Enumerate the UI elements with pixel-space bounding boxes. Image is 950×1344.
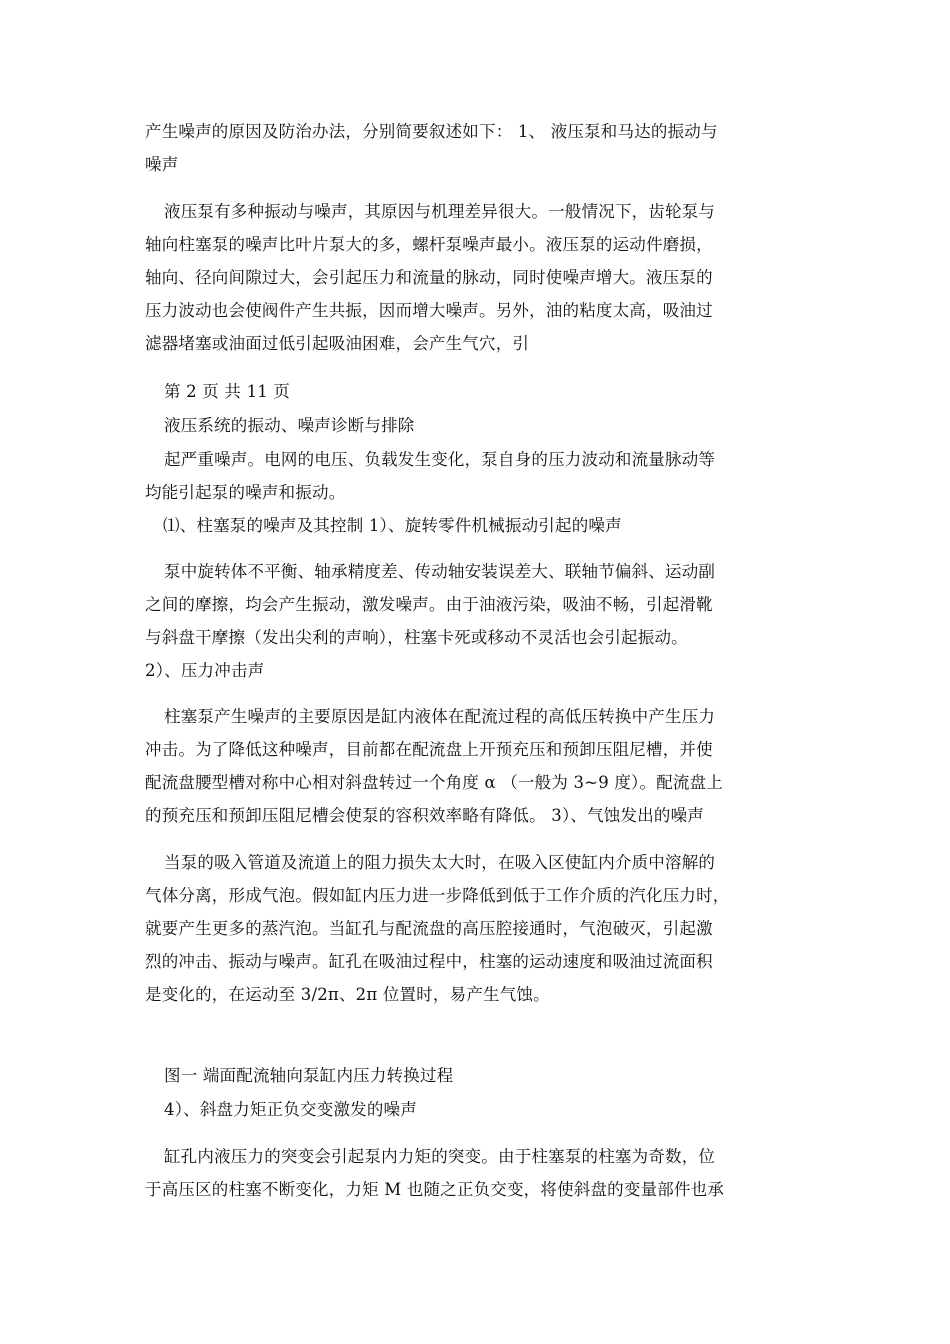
paragraph-line: 滤器堵塞或油面过低引起吸油困难，会产生气穴，引 xyxy=(145,334,530,353)
paragraph-line: 缸孔内液压力的突变会引起泵内力矩的突变。由于柱塞泵的柱塞为奇数，位 xyxy=(164,1147,716,1166)
paragraph-line: 冲击。为了降低这种噪声，目前都在配流盘上开预充压和预卸压阻尼槽，并使 xyxy=(145,740,713,759)
paragraph-line: 是变化的，在运动至 3/2π、2π 位置时，易产生气蚀。 xyxy=(145,985,550,1004)
paragraph-line: 的预充压和预卸压阻尼槽会使泵的容积效率略有降低。 3）、气蚀发出的噪声 xyxy=(145,806,704,825)
paragraph-line: 轴向柱塞泵的噪声比叶片泵大的多，螺杆泵噪声最小。液压泵的运动件磨损， xyxy=(145,235,713,254)
paragraph-line: 液压泵有多种振动与噪声，其原因与机理差异很大。一般情况下，齿轮泵与 xyxy=(164,202,716,221)
paragraph-line: 泵中旋转体不平衡、轴承精度差、传动轴安装误差大、联轴节偏斜、运动副 xyxy=(164,562,716,581)
paragraph-line: 与斜盘干摩擦（发出尖利的声响），柱塞卡死或移动不灵活也会引起振动。 xyxy=(145,628,688,647)
paragraph-line: 起严重噪声。电网的电压、负载发生变化，泵自身的压力波动和流量脉动等 xyxy=(164,450,716,469)
paragraph-line: 轴向、径向间隙过大，会引起压力和流量的脉动，同时使噪声增大。液压泵的 xyxy=(145,268,713,287)
paragraph-line: 压力波动也会使阀件产生共振，因而增大噪声。另外，油的粘度太高，吸油过 xyxy=(145,301,713,320)
paragraph-line: 配流盘腰型槽对称中心相对斜盘转过一个角度 α （一般为 3~9 度）。配流盘上 xyxy=(145,773,723,792)
paragraph-line: 当泵的吸入管道及流道上的阻力损失太大时，在吸入区使缸内介质中溶解的 xyxy=(164,853,716,872)
subsection-heading: 4）、斜盘力矩正负交变激发的噪声 xyxy=(164,1100,417,1119)
paragraph-line: 均能引起泵的噪声和振动。 xyxy=(145,483,346,502)
paragraph-line: 之间的摩擦，均会产生振动，激发噪声。由于油液污染，吸油不畅，引起滑靴 xyxy=(145,595,713,614)
page-number: 第 2 页 共 11 页 xyxy=(164,382,291,401)
paragraph-line: 产生噪声的原因及防治办法，分别简要叙述如下： 1、 液压泵和马达的振动与 xyxy=(145,122,718,141)
paragraph-line: 气体分离，形成气泡。假如缸内压力进一步降低到低于工作介质的汽化压力时， xyxy=(145,886,730,905)
figure-caption: 图一 端面配流轴向泵缸内压力转换过程 xyxy=(164,1066,454,1085)
paragraph-line: 烈的冲击、振动与噪声。缸孔在吸油过程中，柱塞的运动速度和吸油过流面积 xyxy=(145,952,713,971)
paragraph-line: 就要产生更多的蒸汽泡。当缸孔与配流盘的高压腔接通时，气泡破灭，引起激 xyxy=(145,919,713,938)
section-heading: ⑴、柱塞泵的噪声及其控制 1）、旋转零件机械振动引起的噪声 xyxy=(163,516,622,535)
paragraph-line: 于高压区的柱塞不断变化，力矩 M 也随之正负交变，将使斜盘的变量部件也承 xyxy=(145,1180,725,1199)
paragraph-line: 柱塞泵产生噪声的主要原因是缸内液体在配流过程的高低压转换中产生压力 xyxy=(164,707,716,726)
subsection-heading: 2）、压力冲击声 xyxy=(145,661,265,680)
running-header: 液压系统的振动、噪声诊断与排除 xyxy=(164,416,415,435)
paragraph-line: 噪声 xyxy=(145,155,179,174)
